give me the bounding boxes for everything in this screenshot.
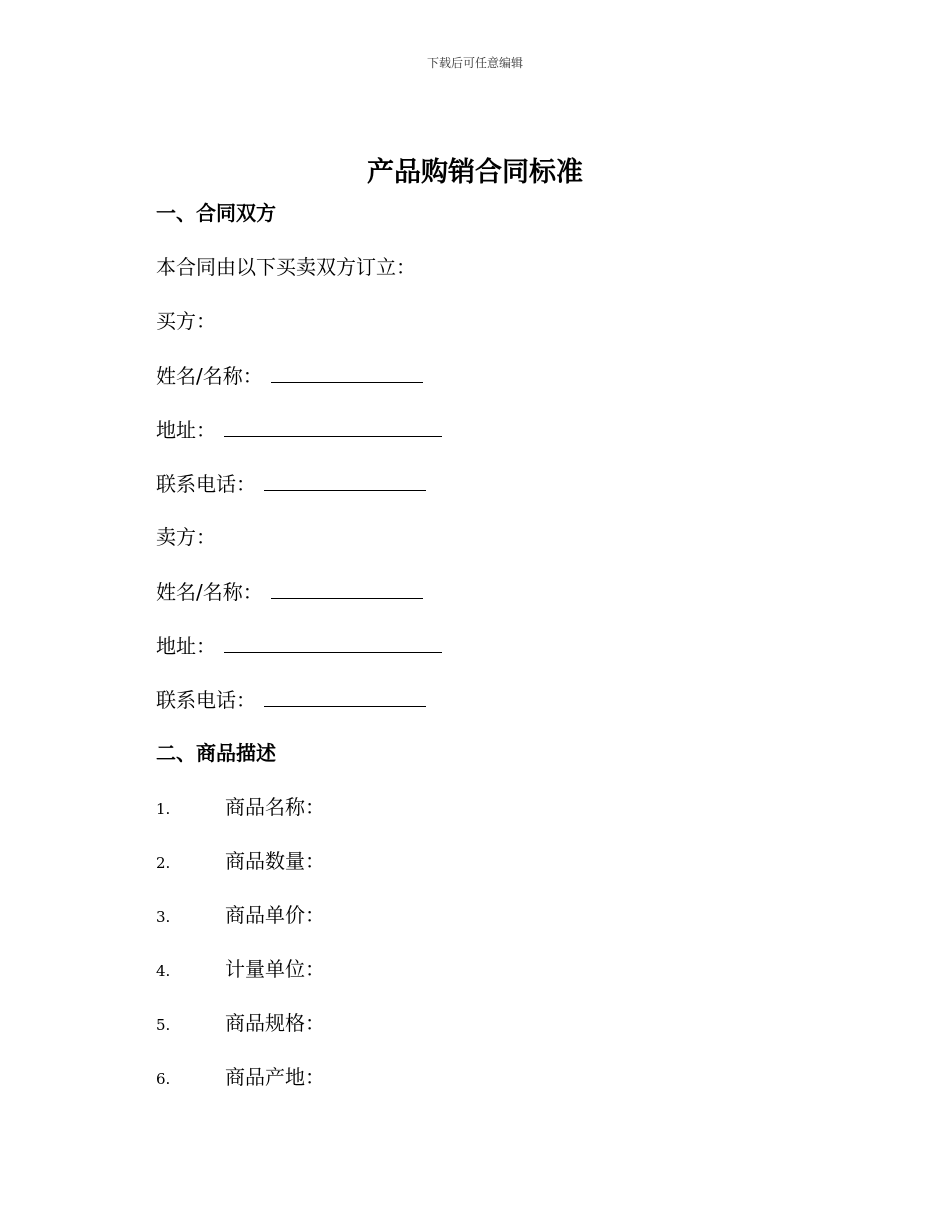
intro-text: 本合同由以下买卖双方订立：: [156, 255, 416, 279]
buyer-address-row: [156, 416, 796, 443]
list-number: 4.: [156, 962, 171, 980]
seller-phone-blank[interactable]: [264, 686, 426, 707]
goods-item-label: 商品规格：: [225, 1011, 325, 1035]
document-body: [156, 200, 796, 1091]
seller-address-row: [156, 632, 796, 659]
buyer-phone-blank[interactable]: [264, 470, 426, 491]
goods-item: [156, 794, 796, 821]
seller-address-blank[interactable]: [224, 632, 442, 653]
seller-phone-label: 联系电话：: [156, 688, 256, 712]
seller-name-row: [156, 578, 796, 605]
goods-item: [156, 902, 796, 929]
seller-name-blank[interactable]: [271, 578, 423, 599]
goods-item-label: 商品单价：: [225, 903, 325, 927]
buyer-address-blank[interactable]: [224, 416, 442, 437]
buyer-address-label: 地址：: [156, 418, 216, 442]
goods-item-label: 计量单位：: [225, 957, 325, 981]
goods-item-label: 商品数量：: [225, 849, 325, 873]
seller-phone-row: [156, 686, 796, 713]
buyer-name-label: 姓名/名称：: [156, 364, 263, 388]
document-title: 产品购销合同标准: [367, 157, 583, 188]
section-heading-parties: 一、合同双方: [156, 201, 276, 225]
section-heading-goods: 二、商品描述: [156, 741, 276, 765]
list-number: 3.: [156, 908, 171, 926]
list-number: 2.: [156, 854, 171, 872]
buyer-label: 买方：: [156, 309, 216, 333]
buyer-phone-row: [156, 470, 796, 497]
seller-label: 卖方：: [156, 525, 216, 549]
goods-item-label: 商品产地：: [225, 1065, 325, 1089]
buyer-name-blank[interactable]: [271, 362, 423, 383]
goods-item: [156, 848, 796, 875]
goods-item: [156, 1010, 796, 1037]
buyer-name-row: [156, 362, 796, 389]
list-number: 5.: [156, 1016, 171, 1034]
seller-address-label: 地址：: [156, 634, 216, 658]
seller-name-label: 姓名/名称：: [156, 580, 263, 604]
list-number: 1.: [156, 800, 171, 818]
buyer-phone-label: 联系电话：: [156, 472, 256, 496]
list-number: 6.: [156, 1070, 171, 1088]
goods-item-label: 商品名称：: [225, 795, 325, 819]
goods-item: [156, 1064, 796, 1091]
header-note: 下载后可任意编辑: [426, 56, 523, 70]
goods-item: [156, 956, 796, 983]
